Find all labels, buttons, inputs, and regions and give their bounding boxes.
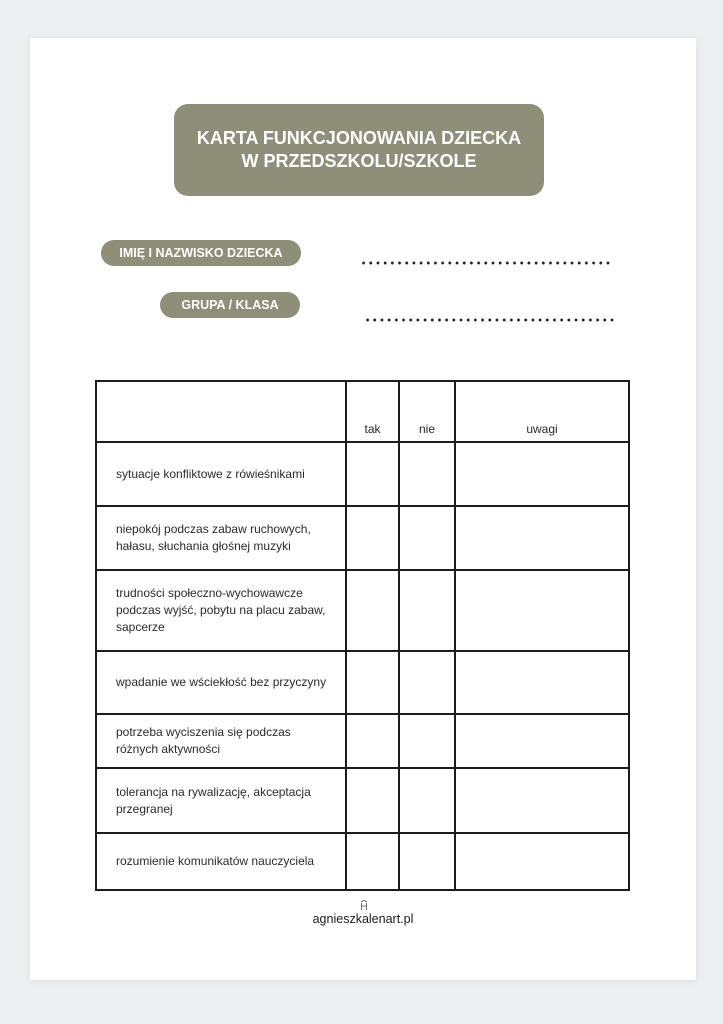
title-line-2: W PRZEDSZKOLU/SZKOLE <box>241 151 477 171</box>
table-header-row <box>96 381 629 442</box>
row-label <box>96 833 346 890</box>
table-row <box>96 833 629 890</box>
row-label-line: przegranej <box>116 801 173 816</box>
row-label-line: sytuacje konfliktowe z rówieśnikami <box>116 466 305 481</box>
table-row <box>96 714 629 768</box>
no-cell[interactable] <box>399 651 455 714</box>
no-cell[interactable] <box>399 768 455 833</box>
brand-logo-icon <box>359 900 369 912</box>
row-label-line: niepokój podczas zabaw ruchowych, <box>116 522 311 536</box>
group-class-label: GRUPA / KLASA <box>160 292 300 318</box>
row-label-line: rozumienie komunikatów nauczyciela <box>116 854 315 868</box>
row-label-line: potrzeba wyciszenia się podczas <box>116 725 291 739</box>
notes-cell[interactable] <box>455 714 629 768</box>
yes-cell[interactable] <box>346 833 399 890</box>
document-page <box>30 38 696 980</box>
group-class-dotted-line <box>364 318 616 322</box>
row-label <box>96 442 346 506</box>
no-cell[interactable] <box>399 570 455 651</box>
assessment-table <box>95 380 630 891</box>
row-label <box>96 768 346 833</box>
row-label <box>96 714 346 768</box>
notes-cell[interactable] <box>455 768 629 833</box>
no-cell[interactable] <box>399 833 455 890</box>
no-cell[interactable] <box>399 442 455 506</box>
header-no: nie <box>399 381 455 442</box>
yes-cell[interactable] <box>346 442 399 506</box>
title-banner <box>174 104 544 196</box>
row-label-line: podczas wyjść, pobytu na placu zabaw, <box>116 603 326 617</box>
row-label-line: tolerancja na rywalizację, akceptacja <box>116 784 311 799</box>
yes-cell[interactable] <box>346 651 399 714</box>
notes-cell[interactable] <box>455 442 629 506</box>
notes-cell[interactable] <box>455 570 629 651</box>
no-cell[interactable] <box>399 714 455 768</box>
notes-cell[interactable] <box>455 651 629 714</box>
table-row <box>96 570 629 651</box>
header-yes: tak <box>346 381 399 442</box>
row-label-line: trudności społeczno-wychowawcze <box>116 586 303 600</box>
table-row <box>96 768 629 833</box>
yes-cell[interactable] <box>346 714 399 768</box>
yes-cell[interactable] <box>346 768 399 833</box>
row-label-line: hałasu, słuchania głośnej muzyki <box>116 539 291 553</box>
row-label-line: sapcerze <box>116 620 165 634</box>
notes-cell[interactable] <box>455 833 629 890</box>
table-row <box>96 506 629 570</box>
title-line-1: KARTA FUNKCJONOWANIA DZIECKA <box>196 128 522 148</box>
header-notes: uwagi <box>455 381 629 442</box>
child-name-label: IMIĘ I NAZWISKO DZIECKA <box>101 240 301 266</box>
table-row <box>96 651 629 714</box>
row-label <box>96 570 346 651</box>
row-label <box>96 506 346 570</box>
table-row <box>96 442 629 506</box>
yes-cell[interactable] <box>346 570 399 651</box>
row-label <box>96 651 346 714</box>
row-label-line: różnych aktywności <box>116 742 221 756</box>
notes-cell[interactable] <box>455 506 629 570</box>
row-label-line: wpadanie we wściekłość bez przyczyny <box>116 675 327 689</box>
child-name-dotted-line <box>360 261 612 265</box>
header-behavior <box>96 381 346 442</box>
yes-cell[interactable] <box>346 506 399 570</box>
footer-brand: agnieszkalenart.pl <box>312 912 414 926</box>
no-cell[interactable] <box>399 506 455 570</box>
